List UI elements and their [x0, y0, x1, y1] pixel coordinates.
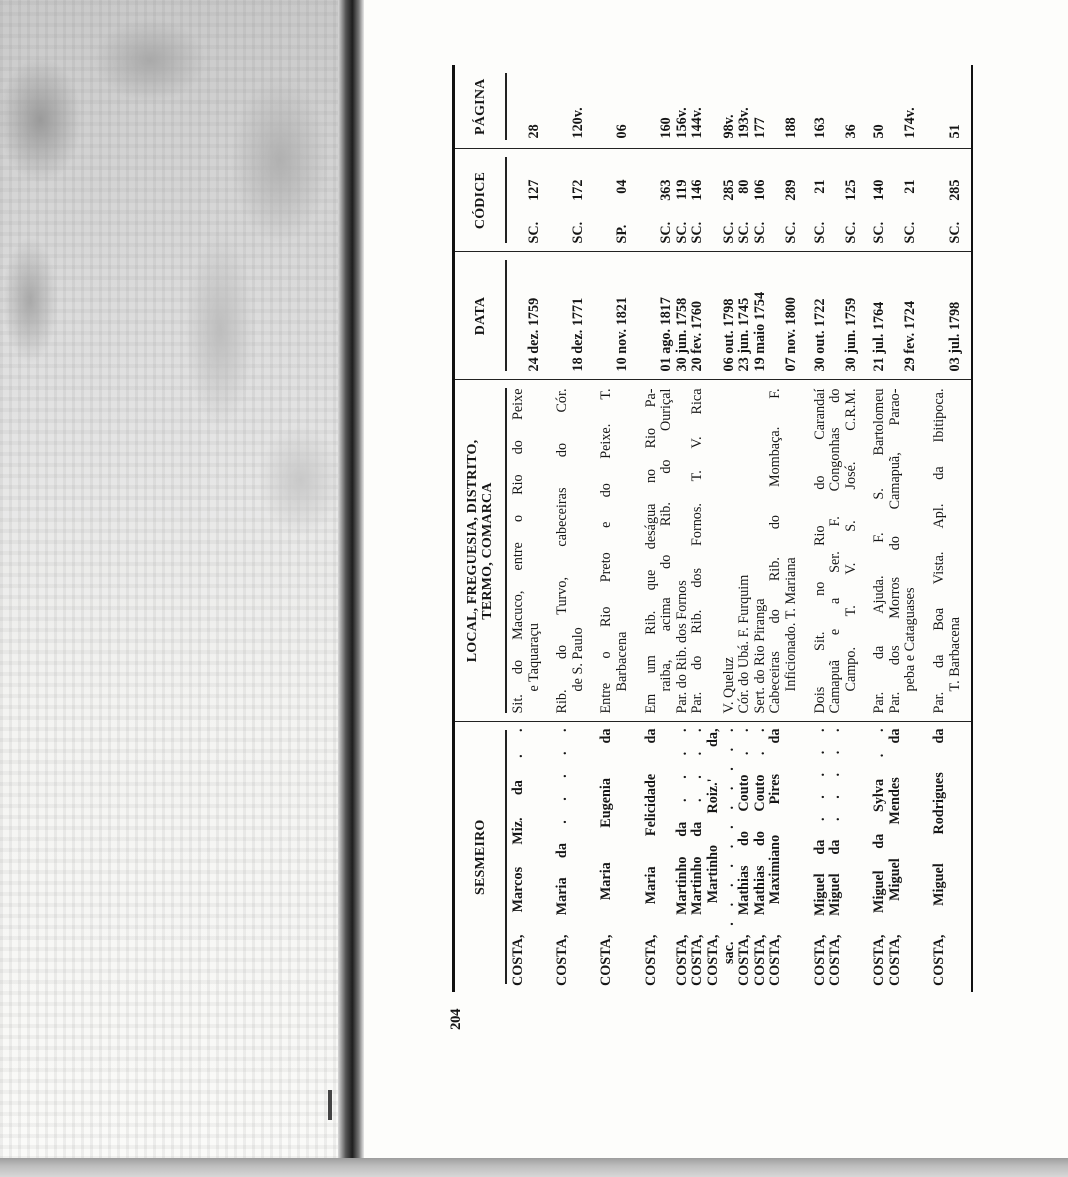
table-row: [706, 65, 737, 992]
cell-sesmeiro: [888, 722, 919, 992]
codice-value: [527, 180, 543, 244]
codice-number: 21: [811, 179, 828, 194]
cell-local: [753, 380, 769, 722]
codice-value: [903, 180, 919, 244]
cell-local: [888, 380, 919, 722]
cell-local: [919, 380, 972, 722]
sesmeiro-line: COSTA, Marcos Miz. da . .: [510, 728, 526, 986]
sesmeiro-line: COSTA, Mathias do Couto . .: [751, 728, 768, 986]
book-spine-shadow: [338, 0, 364, 1165]
cell-codice: [888, 149, 919, 252]
table-row: [737, 65, 753, 992]
codice-number: 285: [720, 179, 737, 201]
cell-local: [631, 380, 675, 722]
sesmeiro-line: COSTA, Martinho da . . . .: [689, 728, 706, 986]
cell-codice: [706, 149, 737, 252]
local-line: Entre o Rio Preto e do Peixe. T.: [598, 388, 615, 714]
cell-codice: [737, 149, 753, 252]
cell-local: [690, 380, 706, 722]
cell-data: [675, 252, 691, 380]
cell-pagina: [631, 65, 675, 149]
codice-number: 125: [842, 179, 859, 201]
pagina-value: 144v.: [689, 107, 706, 139]
cell-codice: [690, 149, 706, 252]
local-line: Campo. T. V. S. José. C.R.M.: [842, 388, 859, 692]
sesmeiro-line: COSTA, Maria Felicidade da: [642, 728, 659, 986]
table-row: [631, 65, 675, 992]
cell-sesmeiro: [675, 722, 691, 992]
cell-local: [507, 380, 542, 722]
local-line: Cabeceiras do Rib. do Mombaça. F.: [767, 388, 784, 714]
local-line: Par. do Rib. dos Fornos: [673, 580, 690, 714]
spine-mark: [328, 1090, 332, 1120]
pagina-value: 06: [613, 124, 630, 139]
table-row: [828, 65, 859, 992]
cell-sesmeiro: [753, 722, 769, 992]
cell-codice: [631, 149, 675, 252]
cell-codice: [828, 149, 859, 252]
date-value: 30 jun. 1758: [673, 297, 690, 372]
codice-series: SC.: [736, 221, 753, 244]
pagina-value: 188: [782, 117, 799, 139]
codice-number: 140: [871, 179, 888, 201]
local-line: V. Queluz: [720, 657, 737, 714]
cell-pagina: [753, 65, 769, 149]
codice-value: [722, 180, 738, 244]
cell-pagina: [888, 65, 919, 149]
date-value: 24 dez. 1759: [525, 297, 542, 372]
codice-series: SC.: [946, 221, 963, 244]
cell-local: [828, 380, 859, 722]
sesmeiro-line: COSTA, Maximiano Pires da: [767, 728, 784, 986]
header-label: TERMO, COMARCA: [480, 482, 495, 620]
sesmeiro-line: COSTA, Maria Eugenia da: [598, 728, 615, 986]
codice-number: 289: [782, 179, 799, 201]
cell-sesmeiro: [586, 722, 630, 992]
scan-bottom-edge: [0, 1158, 1068, 1177]
local-line: Rib. do Turvo, cabeceiras do Cór.: [554, 388, 571, 714]
cell-codice: [753, 149, 769, 252]
sesmeiro-line: COSTA, Miguel da . . . . .: [811, 728, 828, 986]
cell-sesmeiro: [690, 722, 706, 992]
codice-value: [948, 180, 964, 244]
codice-number: 172: [569, 179, 586, 201]
local-line: Par. da Boa Vista. Apl. da Ibitipoca.: [931, 388, 948, 714]
cell-data: [859, 252, 888, 380]
cell-local: [768, 380, 799, 722]
header-label: PÁGINA: [472, 78, 488, 135]
cell-data: [888, 252, 919, 380]
cell-sesmeiro: [507, 722, 542, 992]
codice-value: [784, 180, 800, 244]
codice-value: [571, 180, 587, 244]
cell-local: [542, 380, 586, 722]
codice-number: 80: [736, 179, 753, 194]
cell-pagina: [737, 65, 753, 149]
cell-data: [542, 252, 586, 380]
codice-series: SC.: [658, 221, 675, 244]
pagina-value: 163: [811, 117, 828, 139]
sesmeiro-line: COSTA, Maria da . . . . .: [554, 728, 571, 986]
cell-sesmeiro: [631, 722, 675, 992]
codice-series: SC.: [569, 221, 586, 244]
codice-value: [844, 180, 860, 244]
sesmeiro-line: sac. . . . . . . . . . . .: [720, 728, 737, 964]
local-line: Sit. do Macuco, entre o Rio do Peixe: [510, 388, 526, 714]
cell-sesmeiro: [919, 722, 972, 992]
codice-series: SC.: [720, 221, 737, 244]
cell-pagina: [919, 65, 972, 149]
codice-series: SC.: [525, 221, 542, 244]
codice-number: 127: [525, 179, 542, 201]
cell-codice: [768, 149, 799, 252]
cell-data: [706, 252, 737, 380]
cell-sesmeiro: [706, 722, 737, 992]
header-sesmeiro: [454, 722, 508, 992]
date-value: 07 nov. 1800: [782, 297, 799, 372]
codice-series: SC.: [782, 221, 799, 244]
local-line: T. Barbacena: [946, 616, 963, 692]
codice-value: [872, 180, 888, 244]
date-value: 29 fev. 1724: [902, 300, 919, 372]
table-row: [586, 65, 630, 992]
codice-number: 106: [751, 179, 768, 201]
header-label: LOCAL, FREGUESIA, DISTRITO,: [465, 439, 480, 663]
cell-data: [586, 252, 630, 380]
cell-sesmeiro: [737, 722, 753, 992]
pagina-value: 120v.: [569, 107, 586, 139]
codice-number: 363: [658, 179, 675, 201]
cell-data: [753, 252, 769, 380]
codice-value: [753, 180, 769, 244]
cell-pagina: [859, 65, 888, 149]
codice-series: SC.: [842, 221, 859, 244]
date-value: 20 fev. 1760: [689, 300, 706, 372]
date-value: 01 ago. 1817: [658, 297, 675, 372]
header-label: CÓDICE: [472, 171, 488, 230]
pagina-value: 160: [658, 117, 675, 139]
sesmarias-table-rotated: [452, 65, 987, 992]
local-line: Inficionado. T. Mariana: [782, 557, 799, 692]
local-line: e Taquaraçu: [525, 623, 542, 692]
table-header-row: [454, 65, 508, 992]
pagina-value: 28: [525, 124, 542, 139]
header-codice: [454, 149, 508, 252]
local-line: Par. da Ajuda. F. S. Bartolomeu: [871, 388, 888, 714]
table-row: [859, 65, 888, 992]
header-local: [454, 380, 508, 722]
table-body: [507, 65, 972, 992]
codice-number: 21: [902, 179, 919, 194]
table-row: [919, 65, 972, 992]
codice-number: 04: [613, 179, 630, 194]
cell-local: [586, 380, 630, 722]
cell-codice: [859, 149, 888, 252]
sesmeiro-line: COSTA, Martinho da . . . .: [673, 728, 690, 986]
local-line: Cór. do Ubá. F. Furquim: [736, 574, 753, 714]
sesmeiro-line: COSTA, Miguel da Sylva . .: [871, 728, 888, 986]
table-row: [675, 65, 691, 992]
codice-value: [737, 180, 753, 244]
cell-sesmeiro: [542, 722, 586, 992]
header-label: DATA: [472, 296, 488, 336]
cell-data: [828, 252, 859, 380]
header-data: [454, 252, 508, 380]
pagina-value: 156v.: [673, 107, 690, 139]
table-row: [768, 65, 799, 992]
cell-data: [737, 252, 753, 380]
codice-value: [813, 180, 829, 244]
cell-sesmeiro: [859, 722, 888, 992]
cell-pagina: [542, 65, 586, 149]
local-line: raiba, acima do Rib. do Ouriçal: [658, 388, 675, 692]
cell-codice: [675, 149, 691, 252]
cell-pagina: [586, 65, 630, 149]
sesmeiro-line: COSTA, Miguel Mendes da: [886, 728, 903, 986]
date-value: 30 jun. 1759: [842, 297, 859, 372]
codice-series: SC.: [871, 221, 888, 244]
cell-data: [768, 252, 799, 380]
cell-codice: [800, 149, 829, 252]
header-pagina: [454, 65, 508, 149]
cell-pagina: [768, 65, 799, 149]
cell-local: [737, 380, 753, 722]
cell-local: [675, 380, 691, 722]
table-row: [888, 65, 919, 992]
page-number: 204: [448, 1009, 464, 1030]
codice-number: 119: [673, 179, 690, 200]
cell-pagina: [507, 65, 542, 149]
date-value: 23 jun. 1745: [736, 297, 753, 372]
date-value: 21 jul. 1764: [871, 301, 888, 372]
cell-codice: [542, 149, 586, 252]
sesmeiro-line: COSTA, Martinho Roiz.' da,: [704, 728, 721, 986]
table-row: [542, 65, 586, 992]
local-line: Sert. do Rio Piranga: [751, 598, 768, 714]
cell-local: [800, 380, 829, 722]
scanned-facing-page-edge: [0, 0, 345, 1160]
codice-series: SP.: [613, 224, 630, 244]
cell-pagina: [800, 65, 829, 149]
cell-sesmeiro: [828, 722, 859, 992]
codice-series: SC.: [751, 221, 768, 244]
sesmeiro-line: COSTA, Miguel Rodrigues da: [931, 728, 948, 986]
codice-value: [675, 180, 691, 244]
table-row: [753, 65, 769, 992]
cell-pagina: [828, 65, 859, 149]
cell-data: [631, 252, 675, 380]
date-value: 18 dez. 1771: [569, 297, 586, 372]
date-value: 10 nov. 1821: [613, 297, 630, 372]
cell-local: [859, 380, 888, 722]
date-value: 19 maio 1754: [751, 291, 768, 372]
cell-data: [800, 252, 829, 380]
cell-pagina: [675, 65, 691, 149]
codice-value: [659, 180, 675, 244]
codice-series: SC.: [689, 221, 706, 244]
header-label: SESMEIRO: [472, 819, 488, 896]
local-line: Em um Rib. que deságua no Rio Pa-: [642, 388, 659, 714]
codice-series: SC.: [811, 221, 828, 244]
codice-series: SC.: [673, 221, 690, 244]
codice-series: SC.: [902, 221, 919, 244]
local-line: Par. dos Morros do Camapuã, Parao-: [886, 388, 903, 714]
codice-number: 146: [689, 179, 706, 201]
table-row: [690, 65, 706, 992]
local-line: de S. Paulo: [569, 627, 586, 692]
cell-sesmeiro: [800, 722, 829, 992]
cell-data: [690, 252, 706, 380]
cell-local: [706, 380, 737, 722]
pagina-value: 51: [946, 124, 963, 139]
local-line: Par. do Rib. dos Fornos. T. V. Rica: [689, 388, 706, 714]
pagina-value: 177: [751, 117, 768, 139]
cell-pagina: [706, 65, 737, 149]
date-value: 06 out. 1798: [720, 298, 737, 372]
cell-codice: [919, 149, 972, 252]
pagina-value: 50: [871, 124, 888, 139]
cell-codice: [507, 149, 542, 252]
codice-value: [615, 180, 631, 244]
cell-codice: [586, 149, 630, 252]
pagina-value: 193v.: [736, 107, 753, 139]
pagina-value: 174v.: [902, 107, 919, 139]
sesmeiro-line: COSTA, Miguel da . . . . .: [827, 728, 844, 986]
pagina-value: 36: [842, 124, 859, 139]
cell-pagina: [690, 65, 706, 149]
cell-data: [507, 252, 542, 380]
cell-data: [919, 252, 972, 380]
local-line: Dois Sit. no Rio do Carandaí: [811, 388, 828, 714]
local-line: Camapuã e a Ser. F. Congonhas do: [827, 388, 844, 714]
codice-number: 285: [946, 179, 963, 201]
local-line: peba e Cataguases: [902, 587, 919, 692]
sesmarias-table: [452, 65, 973, 992]
table-row: [507, 65, 542, 992]
codice-value: [690, 180, 706, 244]
local-line: Barbacena: [613, 631, 630, 692]
table-row: [800, 65, 829, 992]
pagina-value: 98v.: [720, 114, 737, 139]
date-value: 30 out. 1722: [811, 298, 828, 372]
cell-sesmeiro: [768, 722, 799, 992]
sesmeiro-line: COSTA, Mathias do Couto . .: [736, 728, 753, 986]
date-value: 03 jul. 1798: [946, 301, 963, 372]
